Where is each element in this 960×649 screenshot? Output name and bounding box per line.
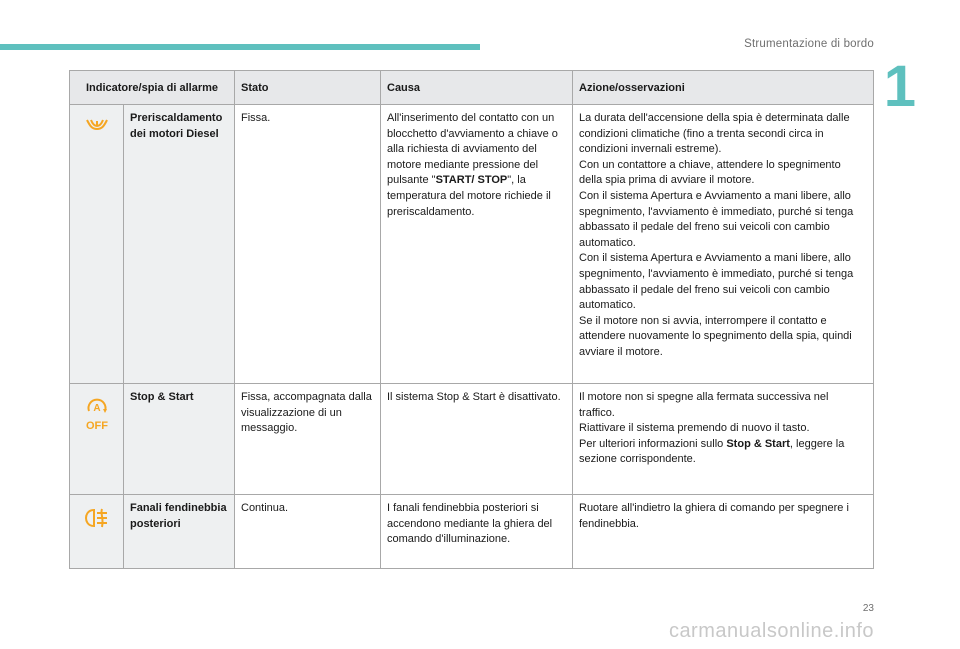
azione-line: Con un contattore a chiave, attendere lo spegnimento della spia prima di avviare il motore. [579, 158, 841, 187]
warning-lights-table [69, 70, 874, 569]
stato-cell: Continua. [235, 495, 381, 569]
icon-cell [70, 495, 124, 569]
azione-feature-name: Stop & Start [726, 437, 790, 450]
watermark: carmanualsonline.info [668, 620, 874, 642]
causa-text: All'inserimento del contatto con un blocchetto d'avviamento a chiave o alla richiesta di avviamento del motore mediante pressione del pulsante " [387, 112, 558, 187]
indicator-name: Preriscaldamento dei motori Diesel [124, 105, 235, 384]
accent-bar [0, 44, 480, 50]
azione-line: Il motore non si spegne alla fermata successiva nel traffico. [579, 391, 829, 419]
glow-plug-icon [84, 117, 110, 133]
indicator-name: Stop & Start [124, 384, 235, 495]
azione-line: Se il motore non si avvia, interrompere il contatto e attendere nuovamente lo spegnimento della spia, quindi avviare il motore. [579, 314, 852, 358]
stato-cell: Fissa, accompagnata dalla visualizzazione di un messaggio. [235, 384, 381, 495]
causa-cell: Il sistema Stop & Start è disattivato. [381, 384, 573, 495]
azione-line: Riattivare il sistema premendo di nuovo il tasto. [579, 422, 810, 435]
azione-text: Per ulteriori informazioni sullo [579, 437, 727, 450]
stato-cell: Fissa. [235, 105, 381, 384]
rear-fog-light-icon [83, 507, 111, 529]
table-row [70, 105, 874, 384]
azione-cell [573, 384, 874, 495]
stop-start-off-icon [82, 396, 112, 432]
icon-cell [70, 384, 124, 495]
column-header-stato: Stato [235, 71, 381, 105]
azione-text-end: , leggere la sezione corrispondente. [579, 437, 845, 466]
causa-button-name: START/ STOP [435, 174, 508, 187]
azione-line: La durata dell'accensione della spia è determinata dalle condizioni climatiche (fino a trenta secondi circa in condizioni invernali estreme). [579, 112, 850, 156]
azione-line: Con il sistema Apertura e Avviamento a mani libere, allo spegnimento, l'avviamento è immediato, purché si tenga abbassato il pedale del freno sui veicoli con cambio automatico. [579, 189, 854, 249]
causa-cell: I fanali fendinebbia posteriori si accendono mediante la ghiera del comando d'illuminazione. [381, 495, 573, 569]
table-row [70, 384, 874, 495]
column-header-indicator: Indicatore/spia di allarme [70, 71, 235, 105]
column-header-azione: Azione/osservazioni [573, 71, 874, 105]
azione-cell: Ruotare all'indietro la ghiera di comando per spegnere i fendinebbia. [573, 495, 874, 569]
stop-start-letter: A [92, 403, 101, 414]
causa-text-end: ", la temperatura del motore richiede il preriscaldamento. [387, 174, 551, 218]
azione-line [579, 437, 867, 468]
table-header-row [70, 71, 874, 105]
indicator-name: Fanali fendinebbia posteriori [124, 495, 235, 569]
icon-cell [70, 105, 124, 384]
section-title: Strumentazione di bordo [744, 38, 874, 50]
stop-start-off-label: OFF [85, 420, 108, 432]
table-row [70, 495, 874, 569]
chapter-number: 1 [883, 54, 916, 119]
azione-line: Con il sistema Apertura e Avviamento a mani libere, allo spegnimento, l'avviamento è immediato, purché si tenga abbassato il pedale del freno sui veicoli con cambio automatico. [579, 252, 854, 312]
causa-cell [381, 105, 573, 384]
page-number: 23 [862, 603, 874, 614]
azione-cell [573, 105, 874, 384]
column-header-causa: Causa [381, 71, 573, 105]
